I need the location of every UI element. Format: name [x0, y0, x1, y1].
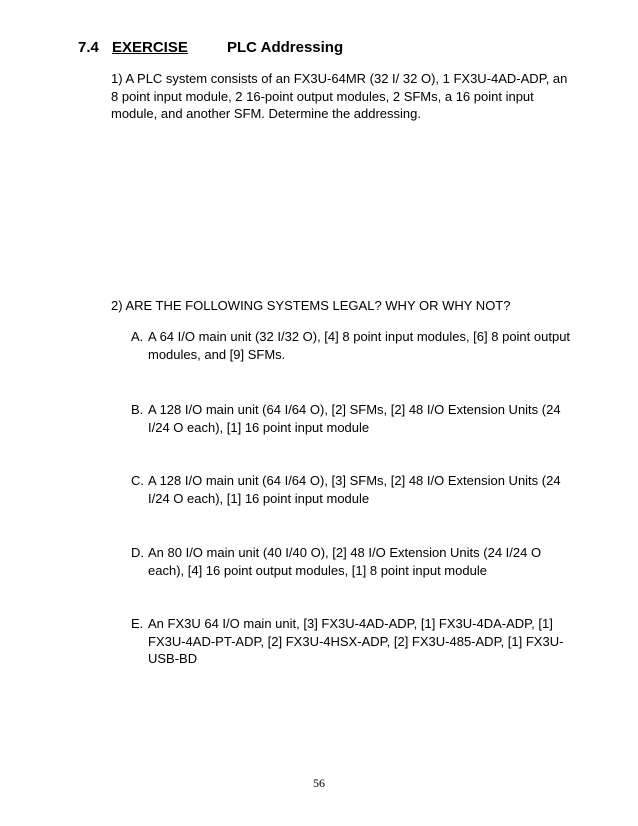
item-label: A.: [131, 329, 144, 344]
question-1-line: 8 point input module, 2 16-point output modules, 2 SFMs, a 16 point input: [111, 88, 534, 104]
question-1-line: module, and another SFM. Determine the addressing.: [111, 106, 422, 121]
item-line: A 64 I/O main unit (32 I/32 O), [4] 8 point input modules, [6] 8 point output: [148, 329, 571, 344]
item-label: B.: [131, 402, 144, 417]
item-label: C.: [131, 473, 144, 488]
exercise-label: EXERCISE: [112, 39, 188, 56]
item-line: A 128 I/O main unit (64 I/64 O), [3] SFMs, [2] 48 I/O Extension Units (24: [148, 473, 561, 488]
item-label: D.: [131, 545, 144, 560]
page-number: 56: [313, 776, 325, 790]
question-1: [111, 70, 571, 123]
item-line: I/24 O each), [1] 16 point input module: [148, 419, 370, 435]
item-line: An FX3U 64 I/O main unit, [3] FX3U-4AD-ADP, [1] FX3U-4DA-ADP, [1]: [148, 616, 553, 631]
item-line: USB-BD: [148, 651, 198, 666]
question-2-prompt-text: 2) ARE THE FOLLOWING SYSTEMS LEGAL? WHY OR WHY NOT?: [111, 298, 511, 313]
item-line: FX3U-4AD-PT-ADP, [2] FX3U-4HSX-ADP, [2] FX3U-485-ADP, [1] FX3U-: [148, 633, 564, 649]
item-line: modules, and [9] SFMs.: [148, 346, 286, 362]
item-line: I/24 O each), [1] 16 point input module: [148, 490, 370, 506]
question-1-line: 1) A PLC system consists of an FX3U-64MR (32 I/ 32 O), 1 FX3U-4AD-ADP, an: [111, 71, 568, 86]
section-title: PLC Addressing: [227, 39, 344, 56]
section-number: 7.4: [78, 39, 99, 56]
item-label: E.: [131, 616, 144, 631]
item-line: each), [4] 16 point output modules, [1] 8 point input module: [148, 562, 487, 578]
item-line: An 80 I/O main unit (40 I/40 O), [2] 48 I/O Extension Units (24 I/24 O: [148, 545, 542, 560]
item-line: A 128 I/O main unit (64 I/64 O), [2] SFMs, [2] 48 I/O Extension Units (24: [148, 402, 561, 417]
question-2-prompt: [111, 297, 571, 315]
